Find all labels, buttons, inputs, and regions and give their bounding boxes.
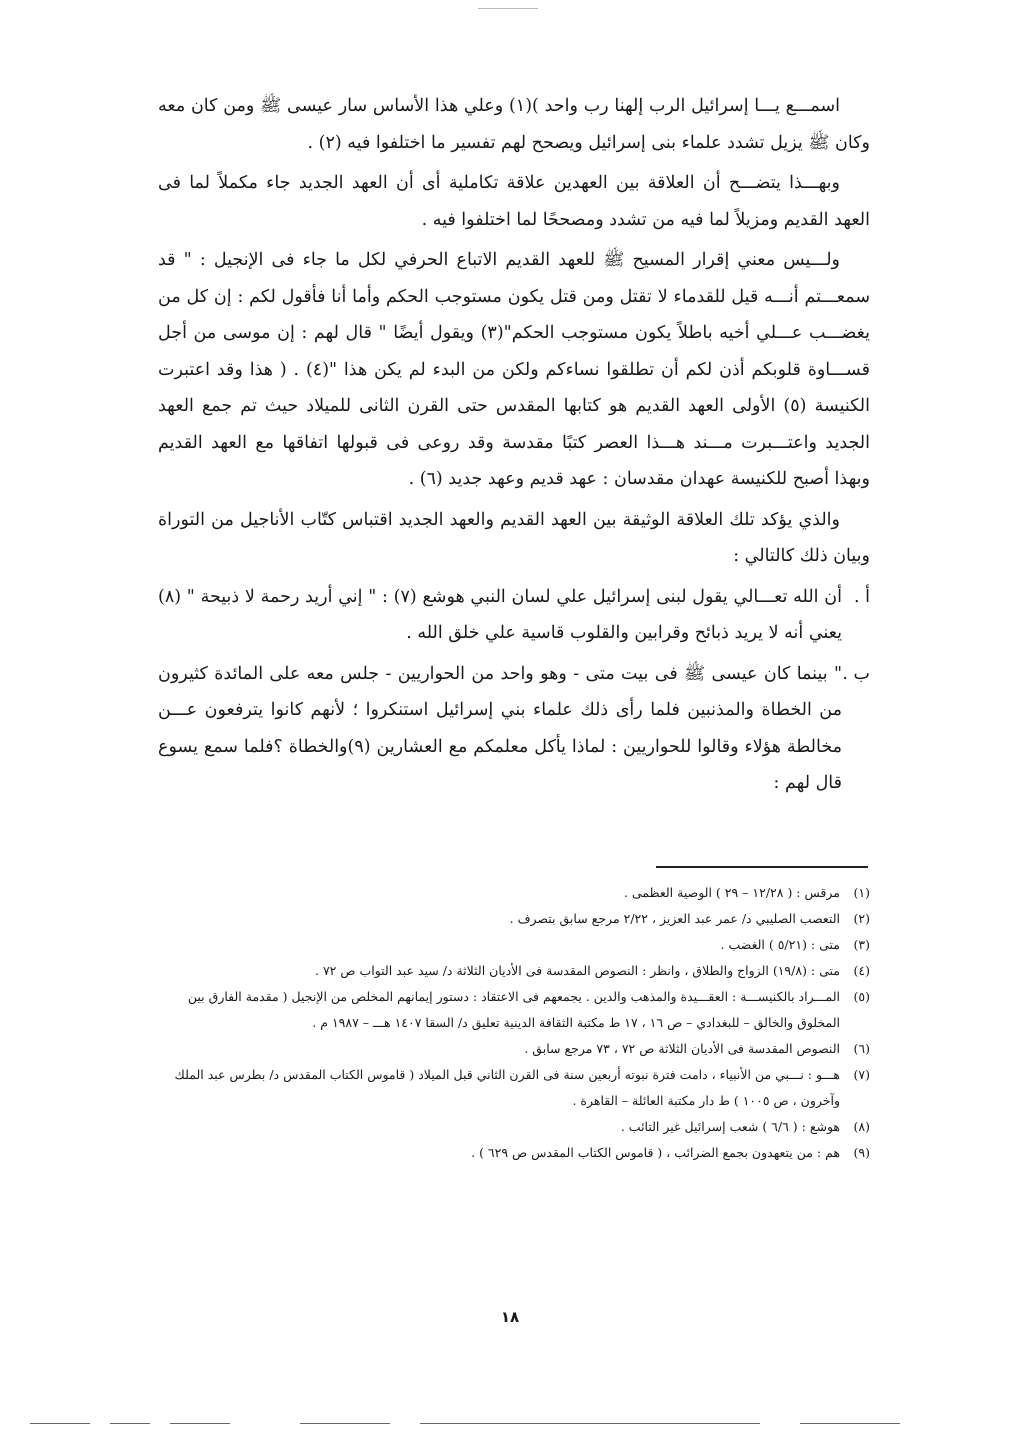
scan-artifact xyxy=(110,1423,150,1424)
paragraph: ولـــيس معني إقرار المسيح ﷺ للعهد القديم الاتباع الحرفي لكل ما جاء فى الإنجيل : " قد سمعـــتم أنـــه قيل للقدماء لا تقتل ومن قتل يكون مستوجب الحكم وأما أنا فأقول لكم : إن كل من يغضـــب عـــلي أخيه باطلاً يكون مستوجب الحكم"(٣) ويقول أيضًا " قال لهم : إن موسى من أجل قســـاوة قلوبكم أذن لكم أن تطلقوا نساءكم ولكن من البدء لم يكن هذا "(٤) . ( هذا وقد اعتبرت الكنيسة (٥) الأولى العهد القديم هو كتابها المقدس حتى القرن الثانى للميلاد حيث تم جمع العهد الجديد واعتـــبرت مـــند هـــذا العصر كتبًا مقدسة وقد روعى فى قبولها اتفاقها مع العهد القديم وبهذا أصبح للكنيسة عهدان مقدسان : عهد قديم وعهد جديد (٦) . xyxy=(158,250,870,489)
footnote xyxy=(150,984,870,1036)
footnote-text: متى : (٥/٢١ ) الغضب . xyxy=(720,937,840,952)
scan-artifact xyxy=(800,1423,900,1424)
footnote xyxy=(150,1036,870,1062)
scan-artifact xyxy=(170,1423,230,1424)
footnotes xyxy=(150,880,870,1166)
footnote xyxy=(150,1062,870,1114)
footnote-number: (١) xyxy=(853,885,870,900)
paragraph: وبهـــذا يتضـــح أن العلاقة بين العهدين علاقة تكاملية أى أن العهد الجديد جاء مكملاً لما فى العهد القديم ومزيلاً لما فيه من تشدد ومصححًا لما اختلفوا فيه . xyxy=(158,173,870,230)
footnote xyxy=(150,958,870,984)
footnote-number: (٢) xyxy=(853,911,870,926)
scan-artifact xyxy=(30,1423,90,1424)
footnote-text: مرقس : ( ١٢/٢٨ – ٢٩ ) الوصية العظمى . xyxy=(623,885,840,900)
footnote-text: هوشع : ( ٦/٦ ) شعب إسرائيل غير التائب . xyxy=(620,1119,840,1134)
scan-artifact xyxy=(420,1423,760,1424)
footnote xyxy=(150,906,870,932)
list-label: أ . xyxy=(854,586,870,607)
paragraph: اسمـــع يـــا إسرائيل الرب إلهنا رب واحد )(١) وعلي هذا الأساس سار عيسى ﷺ ومن كان معه وكان ﷺ يزيل تشدد علماء بنى إسرائيل ويصحح لهم تفسير ما اختلفوا فيه (٢) . xyxy=(158,96,870,153)
list-text: " بينما كان عيسى ﷺ فى بيت متى - وهو واحد من الحواريين - جلس معه على المائدة كثيرون من الخطاة والمذنبين فلما رأى ذلك علماء بني إسرائيل استنكروا ؛ لأنهم كانوا يترفعون عـــن مخالطة هؤلاء وقالوا للحواريين : لماذا يأكل معلمكم مع العشارين (٩)والخطاة ؟فلما سمع يسوع قال لهم : xyxy=(158,663,842,793)
list-item xyxy=(158,579,870,652)
footnote-number: (٩) xyxy=(853,1145,870,1160)
footnote xyxy=(150,880,870,906)
list-label: ب . xyxy=(842,663,870,684)
footnote xyxy=(150,1114,870,1140)
scan-artifact xyxy=(300,1423,390,1424)
paragraph: والذي يؤكد تلك العلاقة الوثيقة بين العهد القديم والعهد الجديد اقتباس كتّاب الأناجيل من التوراة وبيان ذلك كالتالي : xyxy=(158,509,870,566)
footnote-number: (٥) xyxy=(853,989,870,1004)
footnote-number: (٨) xyxy=(853,1119,870,1134)
footnote-number: (٦) xyxy=(853,1041,870,1056)
list-item xyxy=(158,656,870,802)
page-number: ١٨ xyxy=(500,1308,520,1326)
footnote xyxy=(150,932,870,958)
main-text xyxy=(158,88,870,806)
footnote-text: هـــو : نـــبي من الأنبياء ، دامت فترة نبوته أربعين سنة فى القرن الثاني قبل الميلاد ( قاموس الكتاب المقدس د/ بطرس عبد الملك وآخرون ، ص ١٠٠٥ ) ط دار مكتبة العائلة – القاهرة . xyxy=(174,1067,840,1108)
footnote-text: التعصب الصليبي د/ عمر عبد العزيز ، ٢/٢٢ مرجع سابق بتصرف . xyxy=(509,911,840,926)
footnote-text: هم : من يتعهدون بجمع الضرائب ، ( قاموس الكتاب المقدس ص ٦٢٩ ) . xyxy=(471,1145,840,1160)
footnote-text: متى : (١٩/٨) الزواج والطلاق ، وانظر : النصوص المقدسة فى الأديان الثلاثة د/ سيد عبد التواب ص ٧٢ . xyxy=(315,963,840,978)
footnote-number: (٣) xyxy=(853,937,870,952)
list-text: أن الله تعـــالي يقول لبنى إسرائيل علي لسان النبي هوشع (٧) : " إني أريد رحمة لا ذبيحة " (٨) يعني أنه لا يريد ذبائح وقرابين والقلوب قاسية علي خلق الله . xyxy=(158,586,842,643)
footnote-separator xyxy=(656,866,868,868)
footnote xyxy=(150,1140,870,1166)
footnote-text: النصوص المقدسة فى الأديان الثلاثة ص ٧٢ ، ٧٣ مرجع سابق . xyxy=(524,1041,840,1056)
footnote-number: (٤) xyxy=(853,963,870,978)
footnote-text: المـــراد بالكنيســـة : العقـــيدة والمذهب والدين . يجمعهم فى الاعتقاد : دستور إيمانهم المخلص من الإنجيل ( مقدمة الفارق بين المخلوق والخالق – للبغدادي – ص ١٦ ، ١٧ ط مكتبة الثقافة الدينية تعليق د/ السقا ١٤٠٧ هـــ – ١٩٨٧ م . xyxy=(187,989,840,1030)
scan-mark xyxy=(478,8,538,9)
footnote-number: (٧) xyxy=(853,1067,870,1082)
